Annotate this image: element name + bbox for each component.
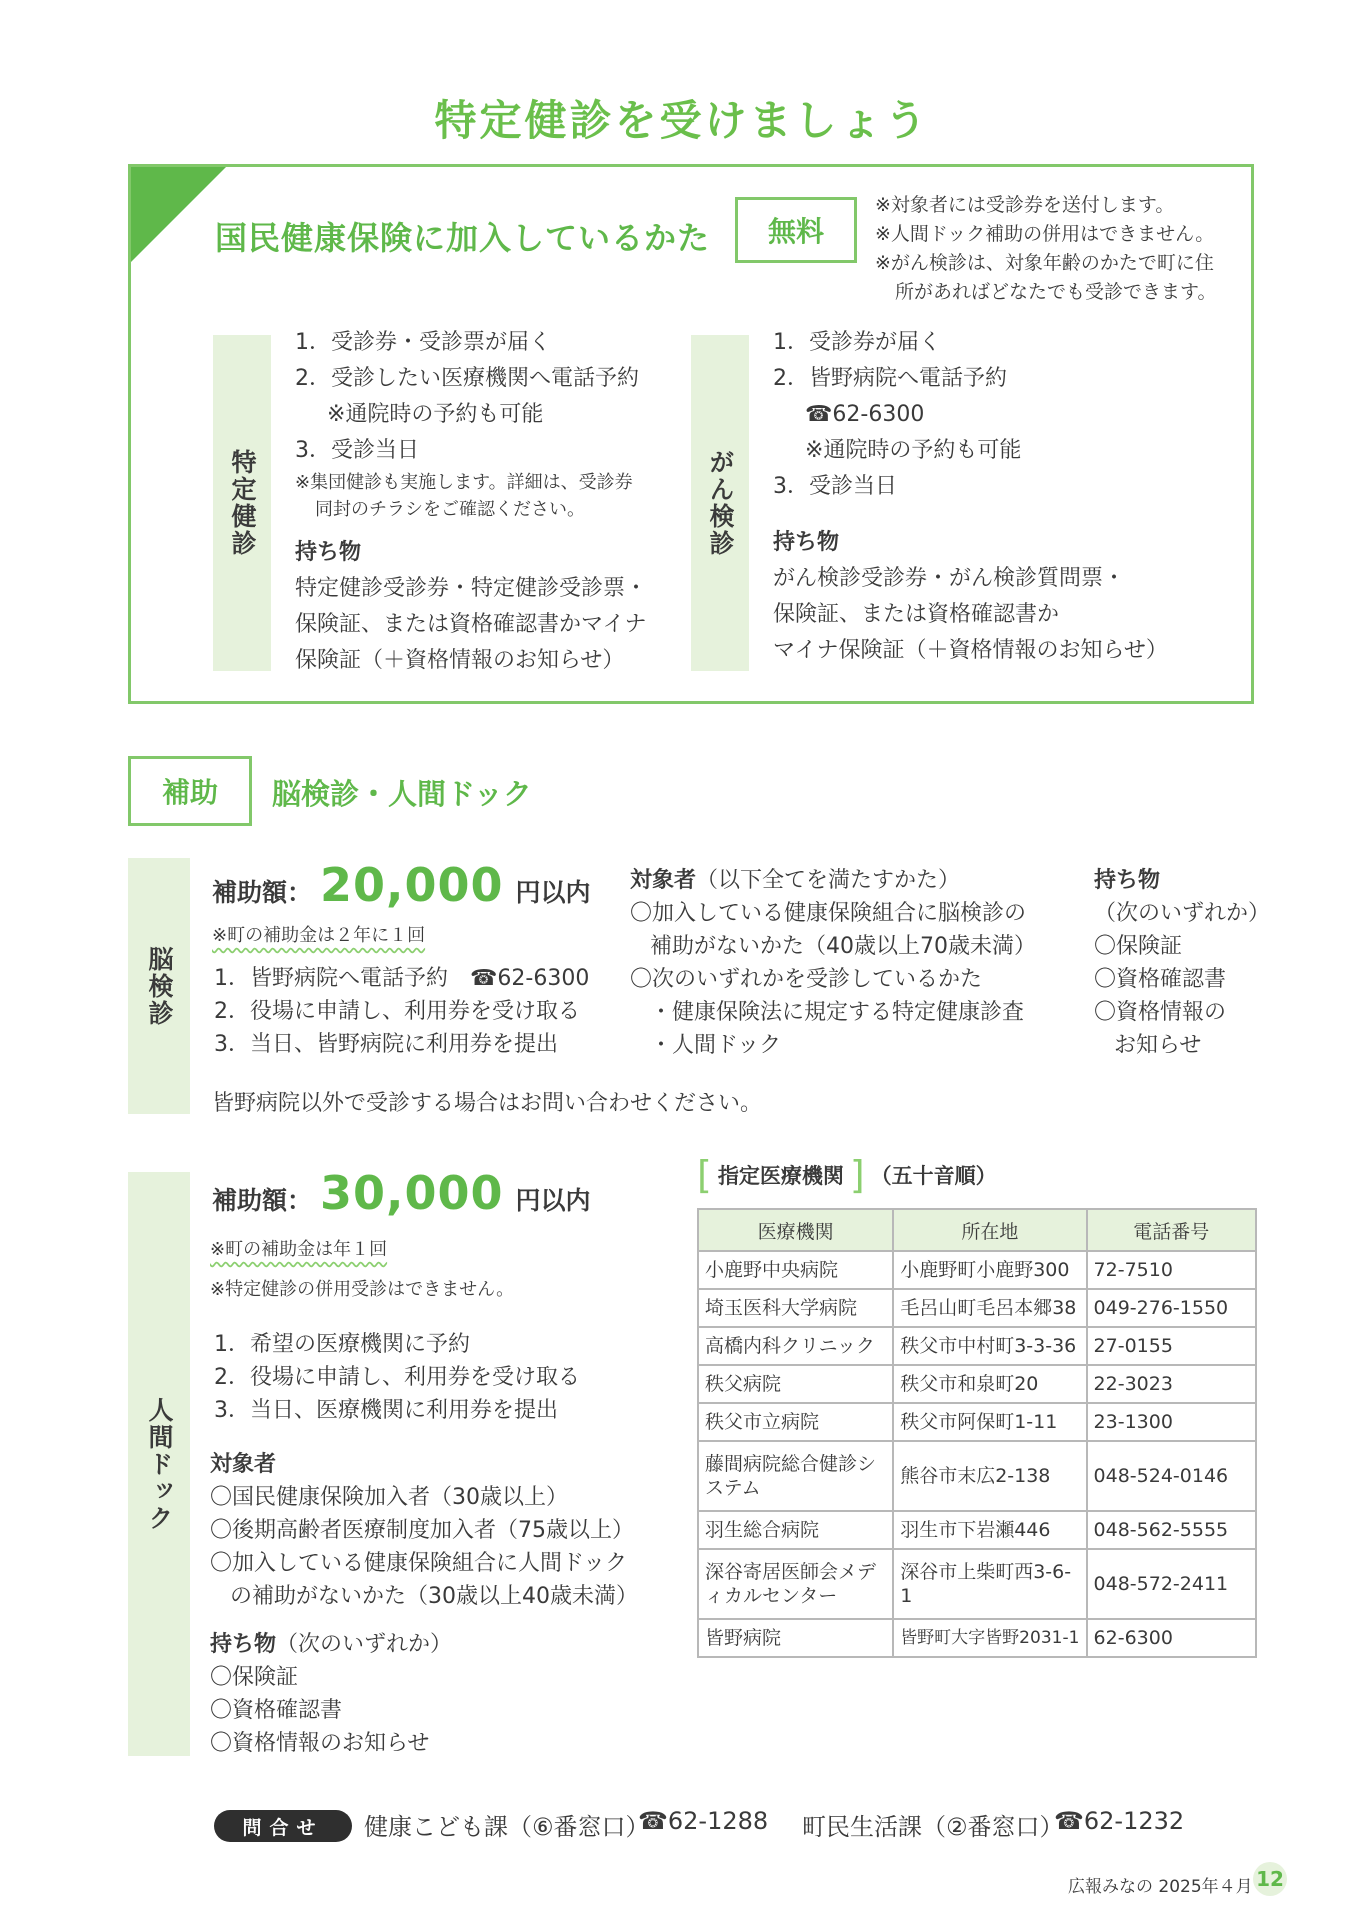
table-row (698, 1441, 1256, 1511)
free-badge: 無料 (735, 197, 857, 263)
noken-subsidy-note (212, 922, 425, 949)
item-line: 〇資格情報の (1094, 1000, 1227, 1025)
institution-phone: 62-6300 (1087, 1619, 1256, 1657)
amount-label: 補助額： (212, 1186, 313, 1215)
table-row (698, 1365, 1256, 1403)
bracket-right: ] (849, 1153, 865, 1197)
item-line: マイナ保険証（＋資格情報のお知らせ） (773, 638, 1168, 663)
institution-phone: 27-0155 (1087, 1327, 1256, 1365)
item-line: お知らせ (1114, 1033, 1202, 1058)
table-row (698, 1619, 1256, 1657)
institution-phone: 72-7510 (1087, 1251, 1256, 1289)
kokuho-section (128, 164, 1254, 704)
institution-name: 高橋内科クリニック (698, 1327, 893, 1365)
item-line: がん検診受診券・がん検診質問票・ (773, 566, 1126, 591)
item-line: 特定健診受診券・特定健診受診票・ (295, 576, 648, 601)
amount-value: 20,000 (320, 858, 504, 912)
target-line: 〇後期高齢者医療制度加入者（75歳以上） (210, 1518, 634, 1543)
table-row (698, 1403, 1256, 1441)
step-line: 2．役場に申請し、利用券を受け取る (214, 1365, 580, 1390)
subsidy-frequency: ※町の補助金は２年に１回 (212, 925, 426, 946)
contact-tel-2: ☎62-1232 (1054, 1807, 1185, 1835)
target-line: ・健康保険法に規定する特定健康診査 (650, 1000, 1025, 1025)
subsidy-badge: 補助 (128, 756, 252, 826)
item-line: 〇資格確認書 (1094, 967, 1227, 992)
dock-tab-label: 人間ドック (145, 1396, 174, 1532)
subsidy-heading: 脳検診・人間ドック (272, 777, 532, 811)
kokuho-notes (875, 191, 1216, 307)
dock-steps (214, 1328, 580, 1427)
step-line: 1．受診券が届く (773, 330, 941, 355)
target-line: 〇加入している健康保険組合に人間ドック (210, 1551, 628, 1576)
phone-number: ☎62-6300 (805, 402, 925, 427)
institution-phone: 049-276-1550 (1087, 1289, 1256, 1327)
step-line: 3．当日、皆野病院に利用券を提出 (214, 1032, 558, 1057)
tokutei-tab (213, 335, 271, 671)
page-title: 特定健診を受けましょう (434, 96, 930, 145)
amount-unit: 円以内 (515, 1186, 591, 1215)
table-row (698, 1289, 1256, 1327)
dock-items (210, 1628, 452, 1760)
contact-dept-1: 健康こども課（⑥番窓口） (364, 1813, 650, 1841)
institution-address: 秩父市阿保町1-11 (893, 1403, 1086, 1441)
step-line: 1．希望の医療機関に予約 (214, 1332, 470, 1357)
table-row (698, 1327, 1256, 1365)
institutions-order: （五十音順） (870, 1164, 997, 1188)
item-line: 〇資格確認書 (210, 1698, 343, 1723)
target-line: 補助がないかた（40歳以上70歳未満） (650, 934, 1036, 959)
institutions-heading (697, 1153, 997, 1197)
step-line: 2．役場に申請し、利用券を受け取る (214, 999, 580, 1024)
publication-name: 広報みなの 2025年４月 (1068, 1877, 1253, 1897)
step-line: 2．受診したい医療機関へ電話予約 (295, 366, 639, 391)
institution-phone: 048-524-0146 (1087, 1441, 1256, 1511)
noken-items (1094, 864, 1270, 1062)
step-note: ※通院時の予約も可能 (805, 438, 1022, 463)
institution-name: 皆野病院 (698, 1619, 893, 1657)
target-line: 〇加入している健康保険組合に脳検診の (630, 901, 1027, 926)
step-line: 3．受診当日 (773, 474, 897, 499)
target-line: の補助がないかた（30歳以上40歳未満） (230, 1584, 638, 1609)
institutions-table (697, 1208, 1257, 1658)
item-line: 保険証、または資格確認書か (773, 602, 1060, 627)
amount-value: 30,000 (320, 1166, 504, 1220)
item-line: 保険証、または資格確認書かマイナ (295, 612, 647, 637)
target-line: ・人間ドック (650, 1033, 782, 1058)
target-line: 〇次のいずれかを受診しているかた (630, 967, 983, 992)
items-title: 持ち物 (210, 1632, 277, 1657)
gan-tab-label: がん検診 (706, 449, 735, 557)
amount-label: 補助額： (212, 878, 313, 907)
bracket-left: [ (697, 1153, 712, 1197)
institutions-title: 指定医療機関 (717, 1164, 844, 1188)
noken-amount (212, 858, 591, 912)
col-header: 電話番号 (1087, 1209, 1256, 1251)
contact-tel-1: ☎62-1288 (638, 1807, 769, 1835)
target-title: 対象者 (210, 1452, 277, 1477)
noken-steps (214, 962, 589, 1061)
items-sub: （次のいずれか） (276, 1632, 453, 1657)
col-header: 所在地 (893, 1209, 1086, 1251)
items-title: 持ち物 (295, 540, 362, 565)
institution-phone: 22-3023 (1087, 1365, 1256, 1403)
noken-footer-note: 皆野病院以外で受診する場合はお問い合わせください。 (212, 1091, 763, 1116)
institution-name: 小鹿野中央病院 (698, 1251, 893, 1289)
combined-note: ※特定健診の併用受診はできません。 (210, 1279, 515, 1300)
items-title: 持ち物 (773, 530, 840, 555)
amount-unit: 円以内 (515, 878, 591, 907)
institution-address: 深谷市上柴町西3-6-1 (893, 1549, 1086, 1619)
dock-notes (210, 1230, 514, 1310)
contact-label: 問合せ (214, 1810, 352, 1842)
institution-phone: 23-1300 (1087, 1403, 1256, 1441)
gan-tab (691, 335, 749, 671)
tokutei-content (295, 325, 665, 679)
institution-address: 小鹿野町小鹿野300 (893, 1251, 1086, 1289)
step-line: 1．受診券・受診票が届く (295, 330, 551, 355)
institution-name: 羽生総合病院 (698, 1511, 893, 1549)
item-line: 〇資格情報のお知らせ (210, 1731, 430, 1756)
target-sub: （以下全てを満たすかた） (696, 868, 961, 893)
target-title: 対象者 (630, 868, 697, 893)
noken-tab (128, 858, 190, 1114)
group-checkup-note: 同封のチラシをご確認ください。 (315, 499, 585, 520)
step-line: 2．皆野病院へ電話予約 (773, 366, 1007, 391)
item-line: 〇保険証 (1094, 934, 1183, 959)
col-header: 医療機関 (698, 1209, 893, 1251)
note-line: 所があればどなたでも受診できます。 (895, 281, 1217, 303)
dock-amount (212, 1166, 591, 1220)
kokuho-heading: 国民健康保険に加入しているかた (215, 219, 711, 257)
corner-triangle (131, 167, 226, 262)
target-line: 〇国民健康保険加入者（30歳以上） (210, 1485, 568, 1510)
noken-tab-label: 脳検診 (145, 945, 174, 1027)
institution-name: 秩父病院 (698, 1365, 893, 1403)
institution-phone: 048-562-5555 (1087, 1511, 1256, 1549)
step-line: 1．皆野病院へ電話予約 ☎62-6300 (214, 966, 590, 991)
institution-address: 秩父市和泉町20 (893, 1365, 1086, 1403)
item-line: （次のいずれか） (1094, 901, 1271, 926)
contact-dept-2: 町民生活課（②番窓口） (802, 1813, 1064, 1841)
table-row (698, 1549, 1256, 1619)
institution-address: 羽生市下岩瀬446 (893, 1511, 1086, 1549)
dock-tab (128, 1172, 190, 1756)
gan-content (773, 325, 1213, 669)
note-line: ※がん検診は、対象年齢のかたで町に住 (875, 252, 1214, 274)
institution-name: 藤間病院総合健診システム (698, 1441, 893, 1511)
table-header-row (698, 1209, 1256, 1251)
group-checkup-note: ※集団健診も実施します。詳細は、受診券 (295, 472, 633, 493)
institution-name: 埼玉医科大学病院 (698, 1289, 893, 1327)
step-line: 3．当日、医療機関に利用券を提出 (214, 1398, 558, 1423)
institution-phone: 048-572-2411 (1087, 1549, 1256, 1619)
institution-name: 深谷寄居医師会メディカルセンター (698, 1549, 893, 1619)
noken-targets (630, 864, 1036, 1062)
note-line: ※人間ドック補助の併用はできません。 (875, 223, 1215, 245)
institution-address: 毛呂山町毛呂本郷38 (893, 1289, 1086, 1327)
item-line: 〇保険証 (210, 1665, 299, 1690)
table-row (698, 1511, 1256, 1549)
institution-address: 皆野町大字皆野2031-1 (893, 1619, 1086, 1657)
table-row (698, 1251, 1256, 1289)
page-number: 12 (1253, 1862, 1287, 1896)
dock-targets (210, 1448, 638, 1613)
step-line: 3．受診当日 (295, 438, 419, 463)
items-title: 持ち物 (1094, 868, 1161, 893)
institution-address: 秩父市中村町3-3-36 (893, 1327, 1086, 1365)
institution-name: 秩父市立病院 (698, 1403, 893, 1441)
tokutei-tab-label: 特定健診 (228, 449, 257, 557)
step-note: ※通院時の予約も可能 (327, 402, 544, 427)
institution-address: 熊谷市末広2-138 (893, 1441, 1086, 1511)
item-line: 保険証（＋資格情報のお知らせ） (295, 648, 625, 673)
note-line: ※対象者には受診券を送付します。 (875, 194, 1175, 216)
subsidy-frequency: ※町の補助金は年１回 (210, 1239, 388, 1260)
